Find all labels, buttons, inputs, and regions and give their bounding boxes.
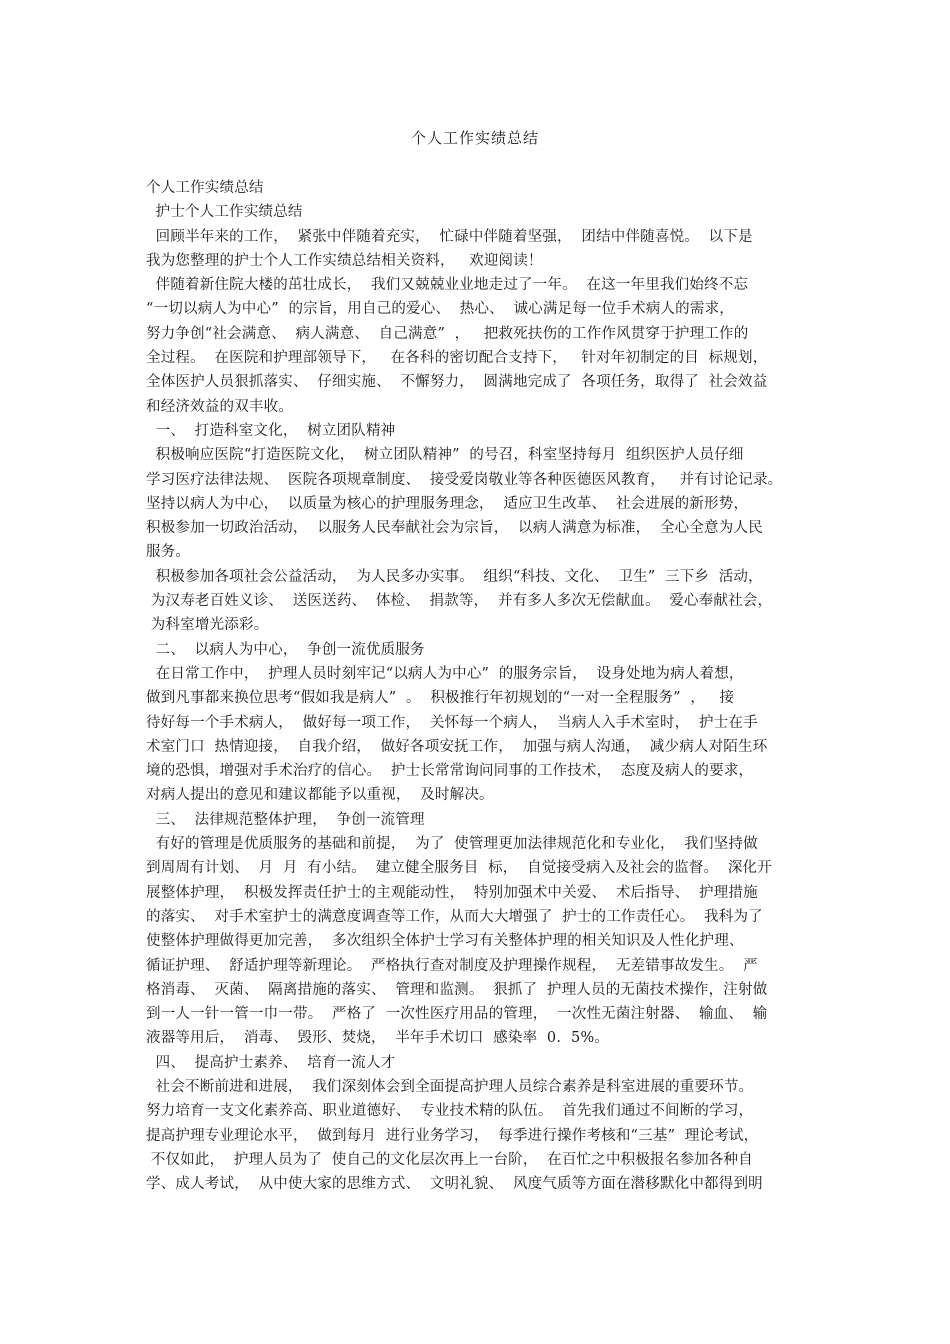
body-text-line: 积极参加各项社会公益活动， 为人民多办实事。 组织“科技、文化、 卫生” 三下乡 活动， (146, 568, 763, 585)
document-title: 个人工作实绩总结 (410, 129, 539, 147)
body-text-line: 积极参加一切政治活动， 以服务人民奉献社会为宗旨， 以病人满意为标准， 全心全意为人民 (146, 520, 763, 537)
body-text-line: 液器等用后， 消毒、 毁形、焚烧， 半年手术切口 感染率 0．5%。 (146, 1030, 610, 1047)
body-text-line: 护士个人工作实绩总结 (146, 204, 303, 221)
body-text-line: 我为您整理的护士个人工作实绩总结相关资料， 欢迎阅读！ (146, 252, 543, 269)
body-text-line: 全过程。 在医院和护理部领导下， 在各科的密切配合支持下， 针对年初制定的目 标规划， (146, 350, 768, 367)
body-text-line: 伴随着新住院大楼的茁壮成长， 我们又兢兢业业地走过了一年。 在这一年里我们始终不忘 (146, 277, 749, 294)
body-text-line: 术室门口 热情迎接， 自我介绍， 做好各项安抚工作， 加强与病人沟通， 减少病人对陌生环 (146, 738, 768, 755)
body-text-line: 积极响应医院“打造医院文化， 树立团队精神” 的号召，科室坚持每月 组织医护人员仔细 (146, 447, 744, 464)
body-text-line: 为汉寿老百姓义诊、 送医送药、 体检、 捐款等， 并有多人多次无偿献血。 爱心奉献社会， (146, 593, 773, 610)
body-text-line: 提高护理专业理论水平， 做到每月 进行业务学习， 每季进行操作考核和“三基” 理论考试， (146, 1127, 759, 1144)
body-text-line: 到一人一针一管一巾一带。 严格了 一次性医疗用品的管理， 一次性无菌注射器、 输血、 输 (146, 1006, 768, 1023)
body-text-line: 社会不断前进和进展， 我们深刻体会到全面提高护理人员综合素养是科室进展的重要环节。 (146, 1078, 754, 1095)
body-text-line: 努力培育一支文化素养高、职业道德好、 专业技术精的队伍。 首先我们通过不间断的学习， (146, 1103, 754, 1120)
body-text-line: 四、 提高护士素养、 培育一流人才 (146, 1054, 396, 1071)
body-text-line: 循证护理、 舒适护理等新理论。 严格执行查对制度及护理操作规程， 无差错事故发生。 严 (146, 957, 758, 974)
body-text-line: 学习医疗法律法规、 医院各项规章制度、 接受爱岗敬业等各种医德医风教育， 并有讨论记录。 (146, 471, 783, 488)
body-text-line: 格消毒、 灭菌、 隔离措施的落实、 管理和监测。 狠抓了 护理人员的无菌技术操作，注射做 (146, 981, 768, 998)
body-text-line: 二、 以病人为中心， 争创一流优质服务 (146, 641, 425, 658)
body-text-line: 在日常工作中， 护理人员时刻牢记“以病人为中心” 的服务宗旨， 设身处地为病人着想， (146, 665, 744, 682)
body-text-line: 一、 打造科室文化， 树立团队精神 (146, 422, 396, 439)
body-text-line: 境的恐惧，增强对手术治疗的信心。 护士长常常询问同事的工作技术， 态度及病人的要求， (146, 763, 754, 780)
document-body (146, 176, 826, 1196)
body-text-line: 不仅如此， 护理人员为了 使自己的文化层次再上一台阶， 在百忙之中积极报名参加各种自 (146, 1151, 753, 1168)
body-text-line: 和经济效益的双丰收。 (146, 398, 293, 415)
body-text-line: 做到凡事都来换位思考“假如我是病人” 。 积极推行年初规划的“一对一全程服务” ， 接 (146, 690, 735, 707)
body-text-line: 的落实、 对手术室护士的满意度调查等工作，从而大大增强了 护士的工作责任心。 我科为了 (146, 908, 763, 925)
body-text-line: 坚持以病人为中心， 以质量为核心的护理服务理念， 适应卫生改革、 社会进展的新形势， (146, 495, 749, 512)
body-text-line: 个人工作实绩总结 (146, 180, 264, 196)
body-text-line: 三、 法律规范整体护理， 争创一流管理 (146, 811, 425, 828)
body-text-line: 对病人提出的意见和建议都能予以重视， 及时解决。 (146, 787, 494, 804)
body-text-line: 回顾半年来的工作， 紧张中伴随着充实， 忙碌中伴随着坚强， 团结中伴随喜悦。 以下是 (146, 228, 753, 245)
body-text-line: 努力争创“社会满意、 病人满意、 自己满意” ， 把救死扶伤的工作作风贯穿于护理工作的 (146, 325, 749, 342)
body-text-line: 为科室增光添彩。 (146, 617, 269, 634)
body-text-line: “一切以病人为中心” 的宗旨，用自己的爱心、 热心、 诚心满足每一位手术病人的需求， (146, 301, 734, 318)
body-text-line: 服务。 (146, 544, 191, 561)
body-text-line: 学、成人考试， 从中使大家的思维方式、 文明礼貌、 风度气质等方面在潜移默化中都得到明 (146, 1176, 763, 1193)
body-text-line: 到周周有计划、 月 月 有小结。 建立健全服务目 标， 自觉接受病入及社会的监督。 深化开 (146, 860, 772, 877)
body-text-line: 有好的管理是优质服务的基础和前提， 为了 使管理更加法律规范化和专业化， 我们坚持做 (146, 836, 758, 853)
body-text-line: 待好每一个手术病人， 做好每一项工作， 关怀每一个病人， 当病人入手术室时， 护士在手 (146, 714, 758, 731)
body-text-line: 全体医护人员狠抓落实、 仔细实施、 不懈努力， 圆满地完成了 各项任务，取得了 社会效益 (146, 374, 768, 391)
body-text-line: 展整体护理， 积极发挥责任护士的主观能动性， 特别加强术中关爱、 术后指导、 护理措施 (146, 884, 758, 901)
body-text-line: 使整体护理做得更加完善， 多次组织全体护士学习有关整体护理的相关知识及人性化护理、 (146, 933, 744, 950)
